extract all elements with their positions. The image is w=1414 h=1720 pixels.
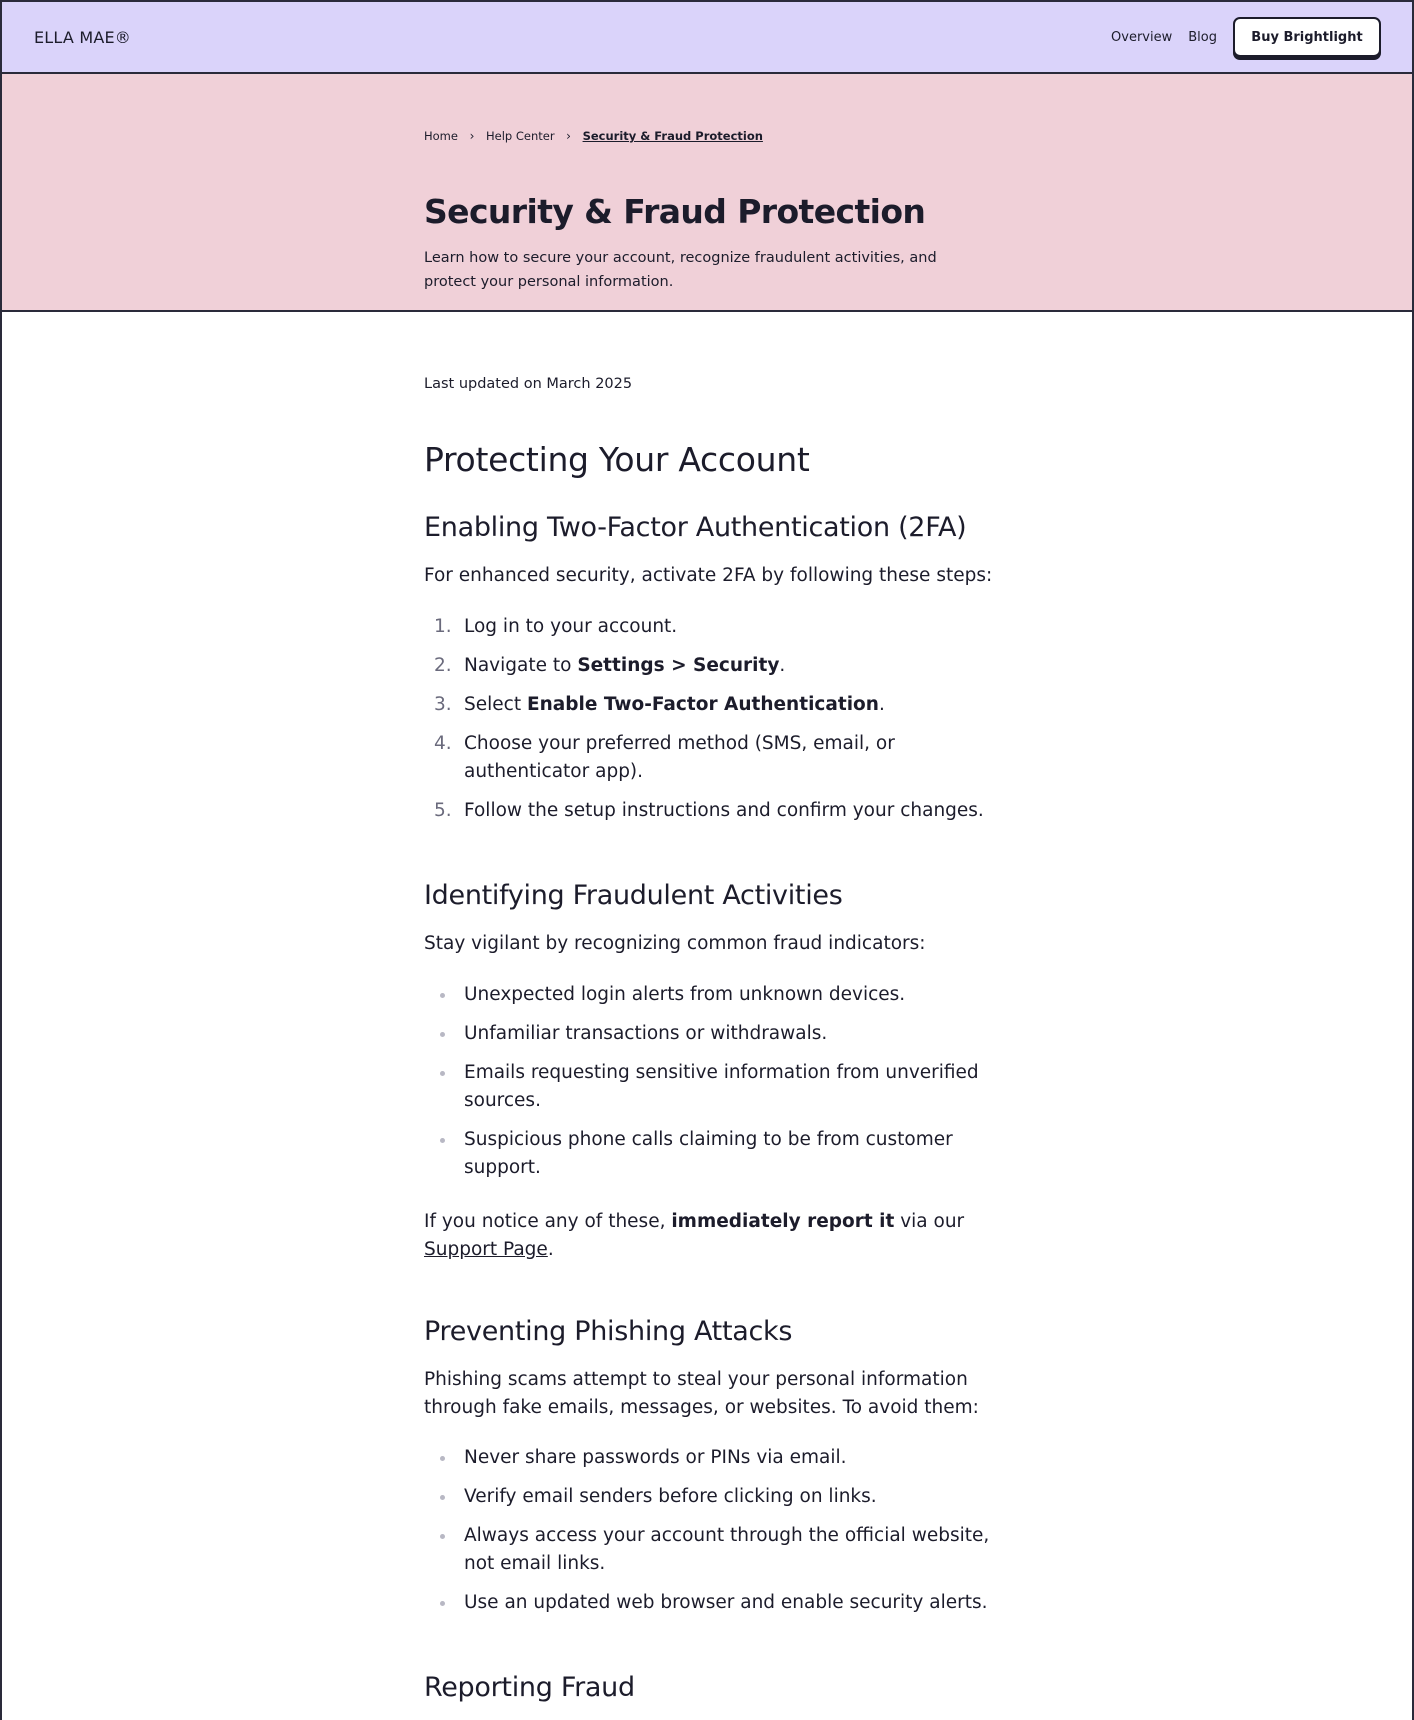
bullet-icon [440, 1138, 445, 1143]
top-nav-bar [2, 2, 1412, 74]
breadcrumb-home-link[interactable]: Home [424, 129, 458, 143]
page-title: Security & Fraud Protection [424, 192, 926, 231]
fraud-indicators-list [424, 981, 1004, 1193]
bullet-icon [440, 1032, 445, 1037]
breadcrumb [424, 129, 763, 143]
phishing-tips-list [424, 1444, 1004, 1628]
step-number: 5. [434, 800, 452, 821]
hero-banner [2, 74, 1412, 312]
list-item-text: Unfamiliar transactions or withdrawals. [464, 1023, 828, 1044]
heading-reporting-fraud: Reporting Fraud [424, 1672, 635, 1703]
bullet-icon [440, 1601, 445, 1606]
twofa-steps-list [424, 613, 1004, 836]
step-text: Navigate to [464, 655, 578, 676]
chevron-right-icon: › [469, 129, 475, 143]
section-heading-protecting-account: Protecting Your Account [424, 440, 810, 479]
note-text: via our [894, 1211, 965, 1232]
list-item [424, 797, 1004, 825]
note-text: If you notice any of these, [424, 1211, 672, 1232]
support-page-link[interactable]: Support Page [424, 1239, 548, 1260]
step-number: 1. [434, 616, 452, 637]
list-item-text: Unexpected login alerts from unknown devices. [464, 984, 906, 1005]
list-item [424, 981, 1004, 1009]
list-item [424, 1444, 1004, 1472]
bullet-icon [440, 993, 445, 998]
step-text-end: . [779, 655, 786, 676]
step-text-end: . [878, 694, 885, 715]
breadcrumb-help-center-link[interactable]: Help Center [485, 129, 555, 143]
bullet-icon [440, 1071, 445, 1076]
step-text: Follow the setup instructions and confirm your changes. [464, 800, 984, 821]
list-item-text: Suspicious phone calls claiming to be from customer support. [464, 1129, 953, 1178]
twofa-intro: For enhanced security, activate 2FA by following these steps: [424, 565, 993, 586]
chevron-right-icon: › [566, 129, 571, 143]
note-text: . [547, 1239, 554, 1260]
step-number: 2. [434, 655, 452, 676]
phishing-intro: Phishing scams attempt to steal your personal information through fake emails, messages, or websites. To avoid them: [424, 1369, 979, 1418]
list-item-text: Always access your account through the official website, not email links. [464, 1525, 990, 1574]
list-item [424, 1522, 1004, 1578]
note-text-bold: immediately report it [671, 1211, 895, 1232]
breadcrumb-current-link[interactable]: Security & Fraud Protection [582, 129, 763, 143]
nav-blog-link[interactable]: Blog [1188, 29, 1217, 45]
step-text: Log in to your account. [464, 616, 678, 637]
list-item [424, 1589, 1004, 1617]
list-item [424, 691, 1004, 719]
list-item [424, 730, 1004, 786]
list-item-text: Emails requesting sensitive information from unverified sources. [464, 1062, 979, 1111]
list-item [424, 613, 1004, 641]
heading-two-factor-auth: Enabling Two-Factor Authentication (2FA) [424, 512, 967, 543]
step-number: 4. [434, 733, 452, 754]
fraud-report-note [424, 1208, 984, 1264]
buy-brightlight-button[interactable]: Buy Brightlight [1233, 17, 1381, 57]
list-item [424, 652, 1004, 680]
main-nav [1111, 17, 1380, 57]
step-text-bold: Enable Two-Factor Authentication [526, 694, 879, 715]
step-number: 3. [434, 694, 452, 715]
nav-overview-link[interactable]: Overview [1111, 29, 1173, 45]
page-subtitle: Learn how to secure your account, recognize fraudulent activities, and protect your personal information. [424, 250, 937, 290]
fraud-intro: Stay vigilant by recognizing common fraud indicators: [424, 933, 926, 954]
last-updated-text: Last updated on March 2025 [424, 376, 633, 392]
heading-fraudulent-activities: Identifying Fraudulent Activities [424, 880, 843, 911]
list-item [424, 1126, 1004, 1182]
step-text: Select [464, 694, 527, 715]
list-item-text: Never share passwords or PINs via email. [464, 1447, 847, 1468]
list-item [424, 1020, 1004, 1048]
bullet-icon [440, 1456, 445, 1461]
heading-phishing: Preventing Phishing Attacks [424, 1316, 793, 1347]
list-item-text: Verify email senders before clicking on links. [464, 1486, 877, 1507]
list-item [424, 1483, 1004, 1511]
bullet-icon [440, 1534, 445, 1539]
step-text: Choose your preferred method (SMS, email, or authenticator app). [464, 733, 895, 782]
step-text-bold: Settings > Security [577, 655, 780, 676]
brand-logo[interactable]: ELLA MAE® [34, 27, 131, 47]
list-item [424, 1059, 1004, 1115]
bullet-icon [440, 1495, 445, 1500]
list-item-text: Use an updated web browser and enable security alerts. [464, 1592, 988, 1613]
